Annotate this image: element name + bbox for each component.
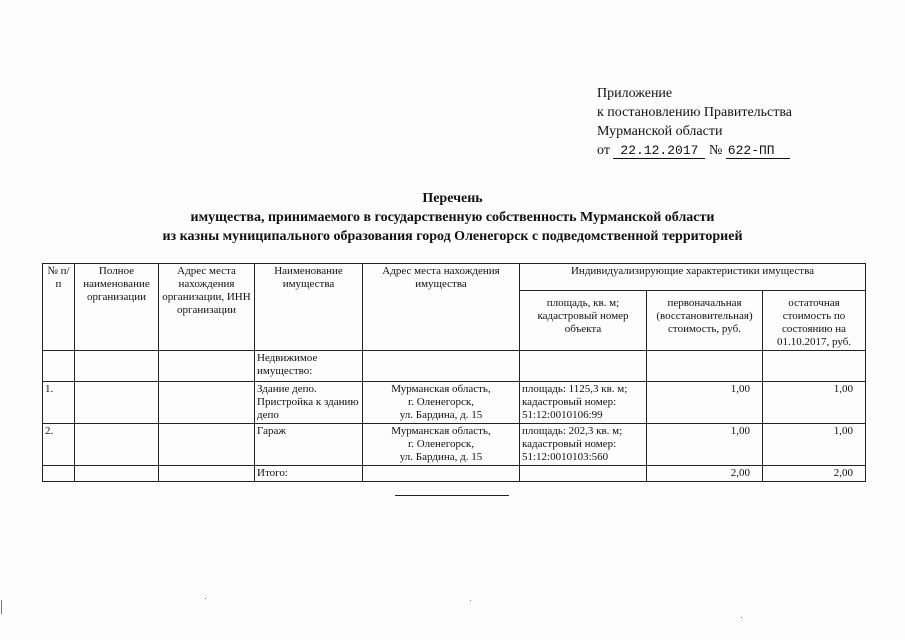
header-initial-cost: первоначальная (восстановительная) стоимость, руб. (647, 291, 763, 351)
header-residual-cost: остаточная стоимость по состоянию на 01.10.2017, руб. (763, 291, 866, 351)
title-line-1: Перечень (422, 191, 483, 206)
header-row-1 (43, 264, 866, 291)
decree-number: 622-ПП (726, 144, 790, 159)
header-property-name: Наименование имущества (255, 264, 363, 351)
scan-speck (205, 598, 206, 599)
total-label: Итого: (255, 466, 363, 482)
row-org-name (75, 424, 159, 466)
address-line-1: Мурманская область, (391, 425, 491, 437)
document-title (0, 189, 905, 246)
row-property-address (363, 424, 520, 466)
scan-speck (470, 600, 471, 601)
scan-speck (1, 600, 2, 614)
row-initial-cost: 1,00 (647, 424, 763, 466)
table-row (43, 424, 866, 466)
section-label: Недвижимое имущество: (255, 351, 363, 382)
header-org-name: Полное наименование организации (75, 264, 159, 351)
address-line-2: г. Оленегорск, (407, 438, 475, 450)
row-org-address (159, 382, 255, 424)
address-line-2: г. Оленегорск, (407, 396, 475, 408)
row-org-name (75, 382, 159, 424)
table-row (43, 382, 866, 424)
address-line-1: Мурманская область, (391, 383, 491, 395)
row-area: площадь: 202,3 кв. м; кадастровый номер: 51:12:0010103:560 (520, 424, 647, 466)
header-area: площадь, кв. м; кадастровый номер объекта (520, 291, 647, 351)
decree-date: 22.12.2017 (613, 144, 705, 159)
header-num: № п/п (43, 264, 75, 351)
row-residual-cost: 1,00 (763, 424, 866, 466)
address-line-3: ул. Бардина, д. 15 (399, 409, 483, 421)
row-residual-cost: 1,00 (763, 382, 866, 424)
row-initial-cost: 1,00 (647, 382, 763, 424)
number-prefix: № (708, 143, 723, 158)
appendix-line-1: Приложение (597, 86, 673, 101)
header-org-address: Адрес места нахождения организации, ИНН организации (159, 264, 255, 351)
total-row (43, 466, 866, 482)
title-line-2: имущества, принимаемого в государственную собственность Мурманской области (190, 210, 715, 225)
total-residual-cost: 2,00 (763, 466, 866, 482)
scan-speck (741, 617, 742, 618)
row-property-address (363, 382, 520, 424)
row-property-name: Здание депо. Пристройка к зданию депо (255, 382, 363, 424)
total-initial-cost: 2,00 (647, 466, 763, 482)
row-property-name: Гараж (255, 424, 363, 466)
row-area: площадь: 1125,3 кв. м; кадастровый номер: 51:12:0010106:99 (520, 382, 647, 424)
appendix-block (597, 84, 792, 160)
appendix-date-line (597, 141, 792, 160)
date-prefix: от (597, 143, 610, 158)
row-num: 1. (43, 382, 75, 424)
header-characteristics: Индивидуализирующие характеристики имущества (520, 264, 866, 291)
appendix-line-3: Мурманской области (597, 124, 723, 139)
closing-line (395, 495, 509, 496)
header-property-address: Адрес места нахождения имущества (363, 264, 520, 351)
property-table (42, 263, 866, 482)
section-row (43, 351, 866, 382)
row-org-address (159, 424, 255, 466)
appendix-line-2: к постановлению Правительства (597, 105, 793, 120)
address-line-3: ул. Бардина, д. 15 (399, 451, 483, 463)
title-line-3: из казны муниципального образования город Оленегорск с подведомственной территорией (162, 229, 743, 244)
row-num: 2. (43, 424, 75, 466)
